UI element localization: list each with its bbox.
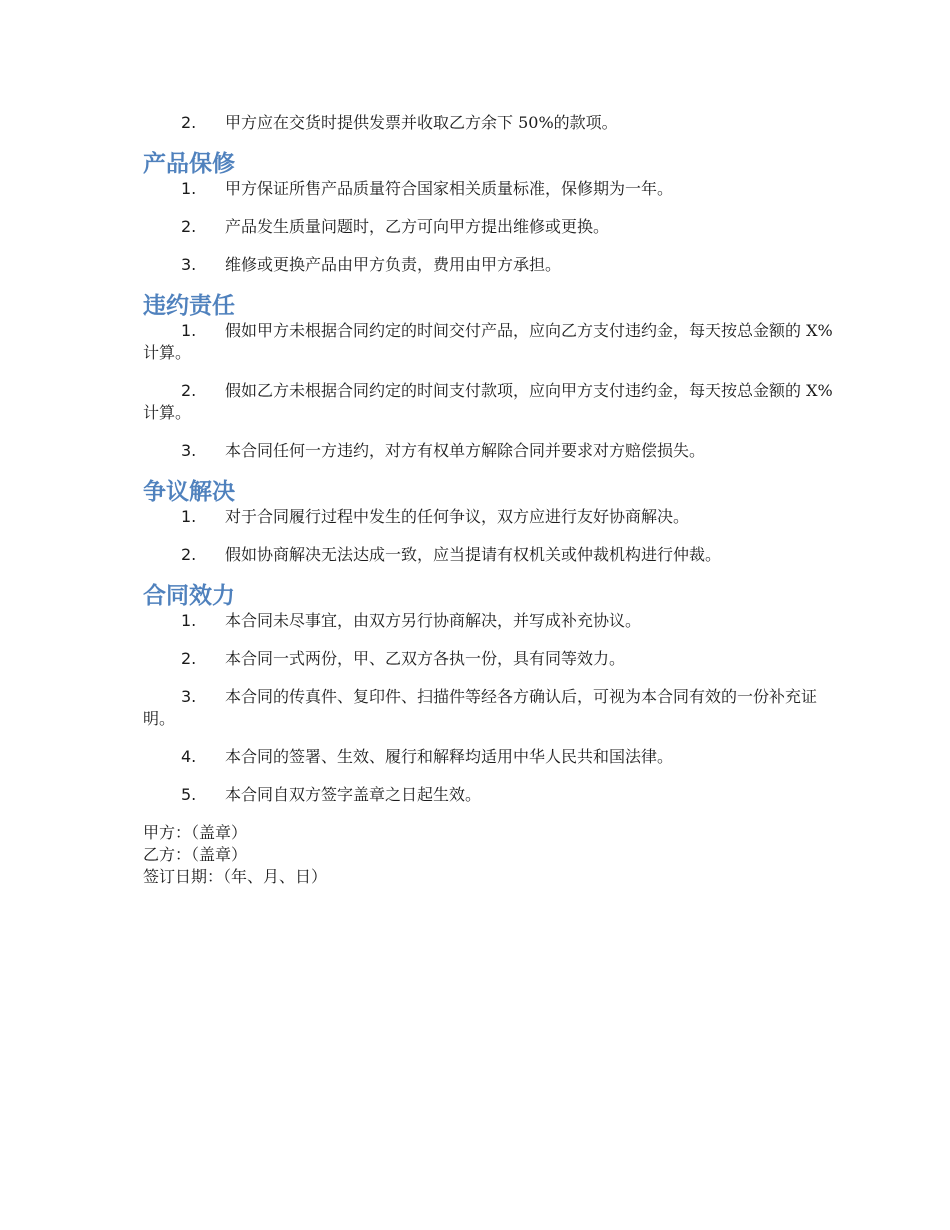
list-item	[143, 506, 843, 528]
item-text: 甲方保证所售产品质量符合国家相关质量标准，保修期为一年。	[225, 179, 674, 198]
item-number: 3.	[181, 255, 197, 274]
item-number: 5.	[181, 785, 197, 804]
item-number: 2.	[181, 649, 197, 668]
item-text: 本合同自双方签字盖章之日起生效。	[225, 785, 482, 804]
list-item	[143, 320, 843, 364]
item-text: 假如甲方未根据合同约定的时间交付产品，应向乙方支付违约金，每天按总金额的 X%计算。	[143, 321, 833, 362]
item-number: 1.	[181, 179, 197, 198]
list-item	[143, 686, 843, 730]
item-text: 维修或更换产品由甲方负责，费用由甲方承担。	[225, 255, 562, 274]
party-a-signature: 甲方：（盖章）	[143, 823, 248, 842]
item-number: 2.	[181, 545, 197, 564]
item-number: 2.	[181, 113, 197, 132]
item-number: 2.	[181, 217, 197, 236]
list-item	[143, 544, 843, 566]
item-number: 1.	[181, 321, 197, 340]
section-heading-dispute: 争议解决	[143, 479, 235, 505]
item-number: 3.	[181, 441, 197, 460]
item-text: 本合同的传真件、复印件、扫描件等经各方确认后，可视为本合同有效的一份补充证明。	[143, 687, 818, 728]
list-item	[143, 254, 843, 276]
item-text: 本合同任何一方违约，对方有权单方解除合同并要求对方赔偿损失。	[225, 441, 706, 460]
list-item	[143, 648, 843, 670]
section-heading-validity: 合同效力	[143, 583, 235, 609]
item-text: 假如协商解决无法达成一致，应当提请有权机关或仲裁机构进行仲裁。	[225, 545, 722, 564]
section-heading-warranty: 产品保修	[143, 151, 235, 177]
item-text: 对于合同履行过程中发生的任何争议，双方应进行友好协商解决。	[225, 507, 690, 526]
item-text: 产品发生质量问题时，乙方可向甲方提出维修或更换。	[225, 217, 610, 236]
item-number: 3.	[181, 687, 197, 706]
item-text: 本合同的签署、生效、履行和解释均适用中华人民共和国法律。	[225, 747, 674, 766]
item-text: 甲方应在交货时提供发票并收取乙方余下 50%的款项。	[225, 113, 618, 132]
signing-date: 签订日期：（年、月、日）	[143, 867, 328, 886]
document-body	[143, 112, 843, 888]
list-item	[143, 380, 843, 424]
item-number: 1.	[181, 611, 197, 630]
list-item	[143, 178, 843, 200]
item-number: 4.	[181, 747, 197, 766]
list-item	[143, 784, 843, 806]
list-item	[143, 746, 843, 768]
list-item	[143, 610, 843, 632]
item-text: 本合同未尽事宜，由双方另行协商解决，并写成补充协议。	[225, 611, 642, 630]
party-b-signature: 乙方：（盖章）	[143, 845, 248, 864]
item-text: 假如乙方未根据合同约定的时间支付款项，应向甲方支付违约金，每天按总金额的 X%计算。	[143, 381, 833, 422]
list-item	[143, 216, 843, 238]
list-item	[143, 440, 843, 462]
list-item	[143, 112, 843, 134]
item-number: 1.	[181, 507, 197, 526]
section-heading-breach: 违约责任	[143, 293, 235, 319]
item-number: 2.	[181, 381, 197, 400]
item-text: 本合同一式两份，甲、乙双方各执一份，具有同等效力。	[225, 649, 626, 668]
